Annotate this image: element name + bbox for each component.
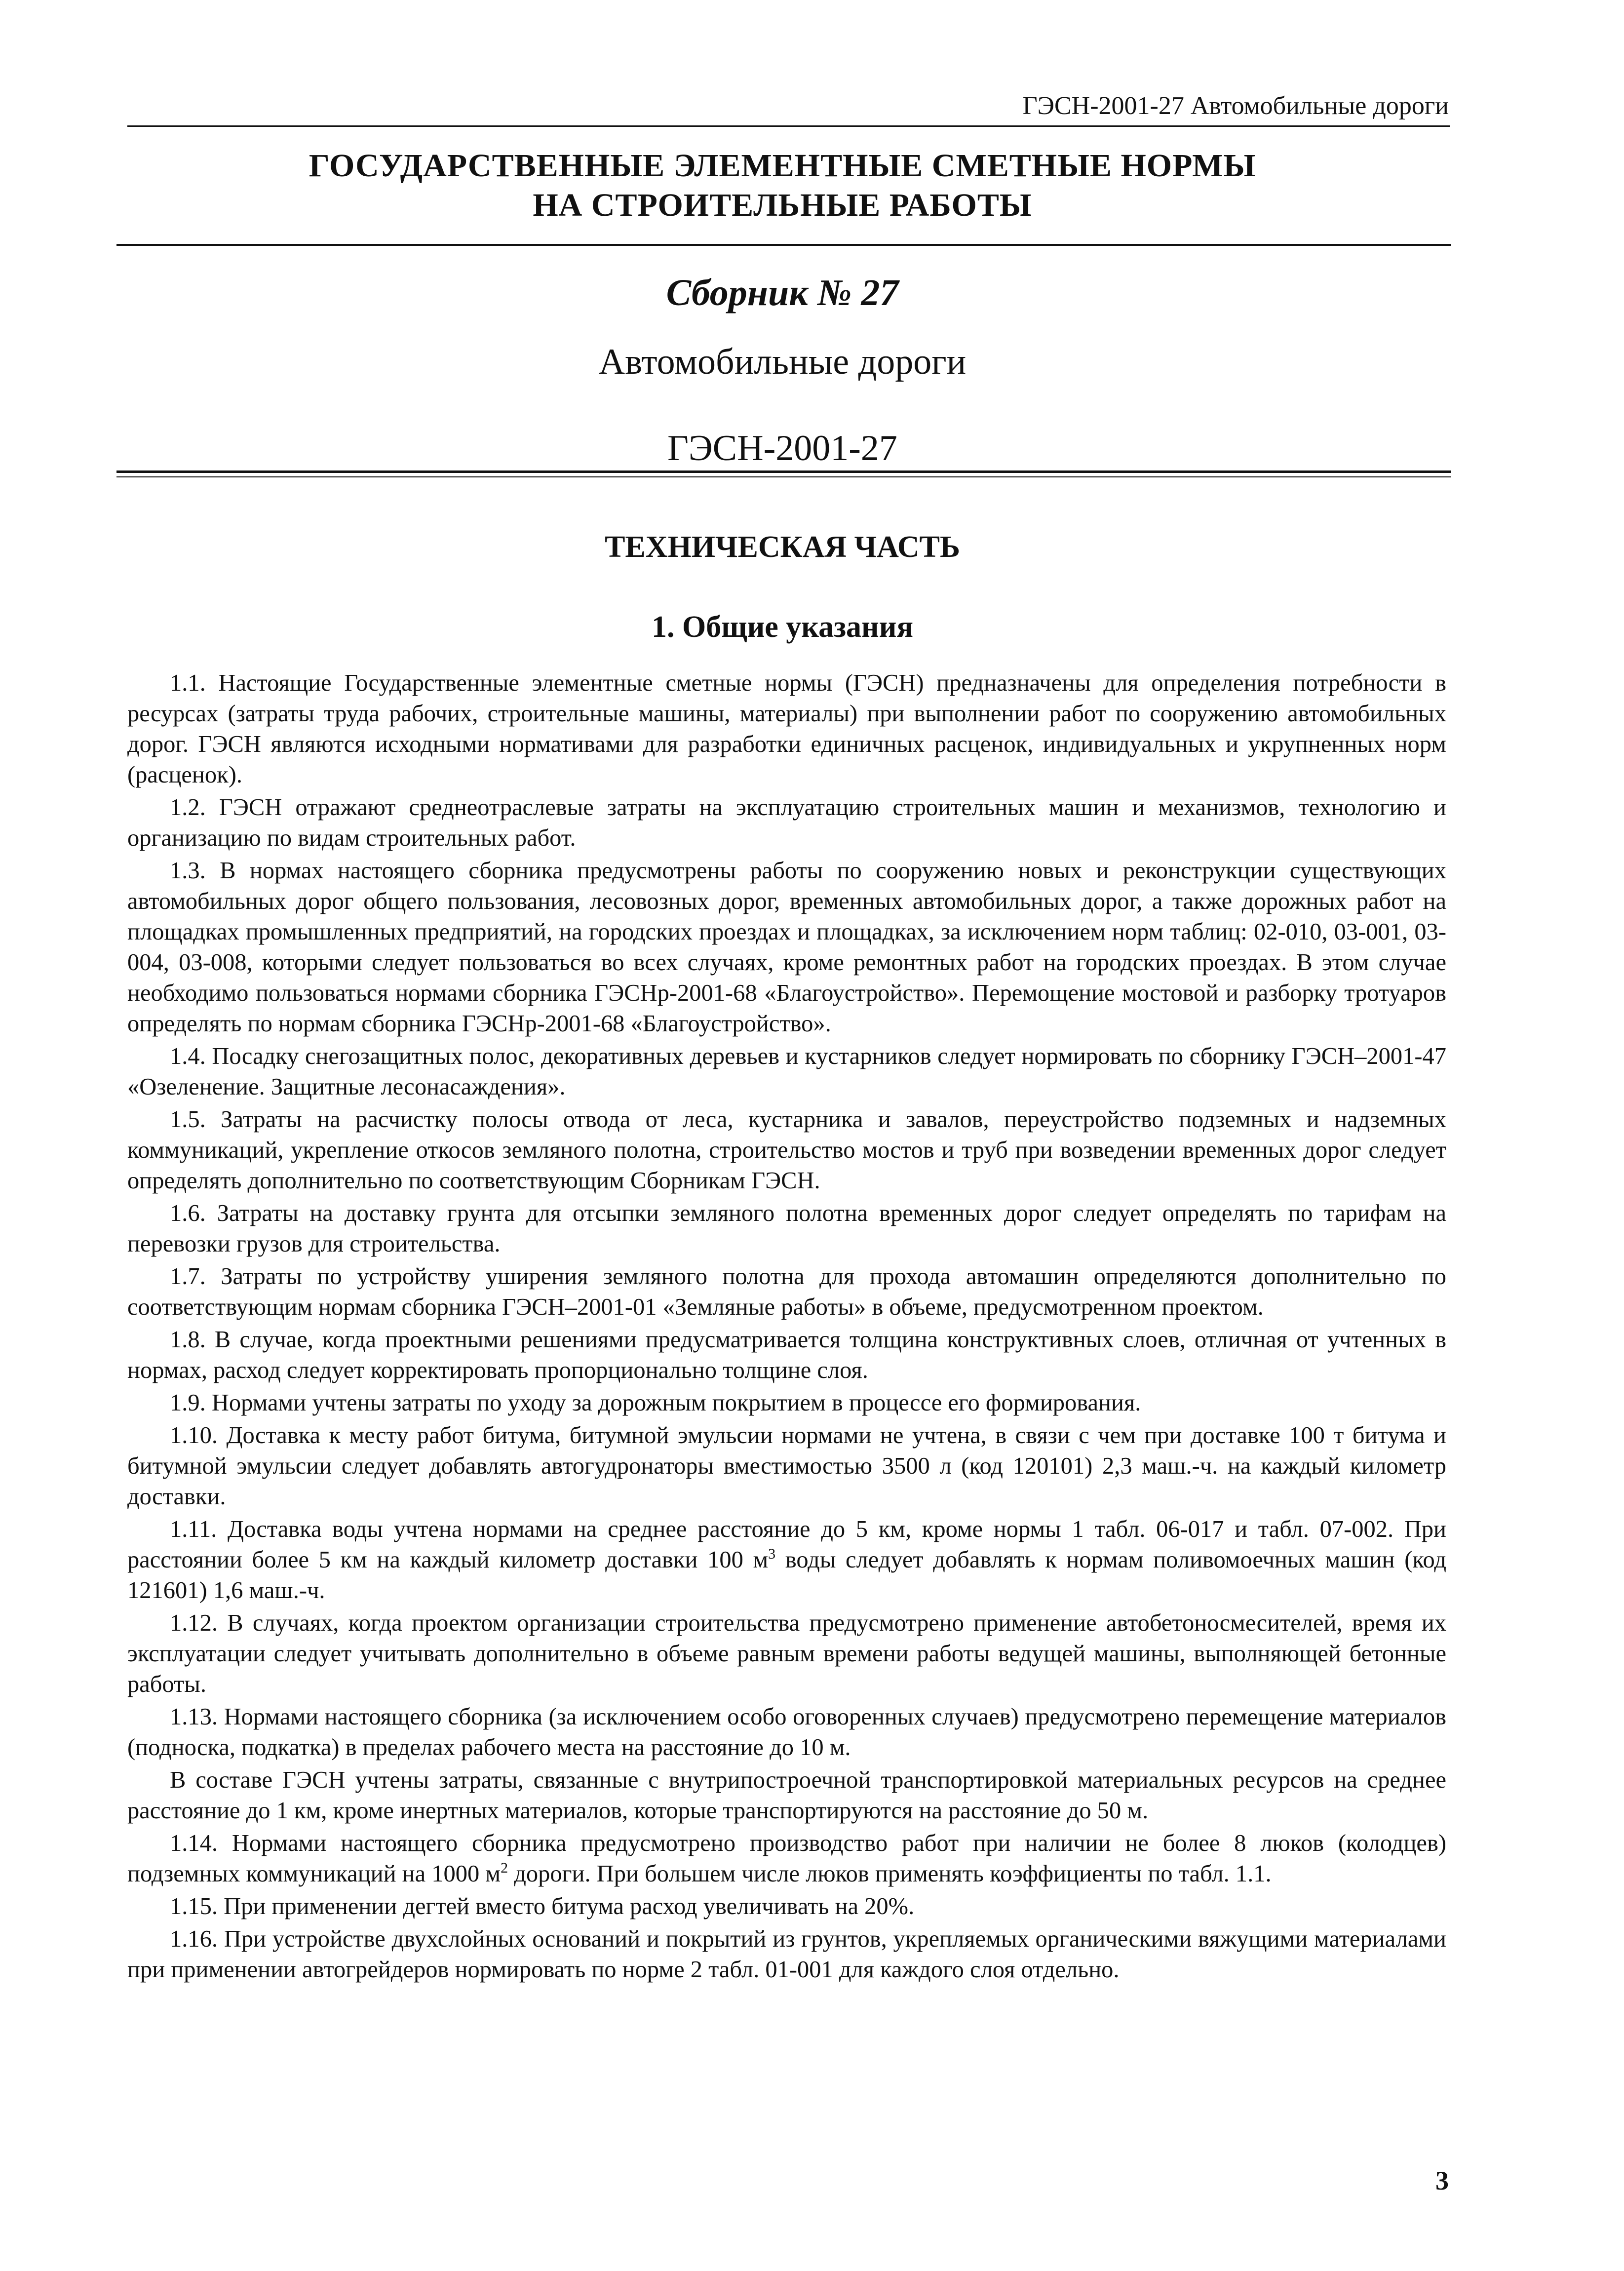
paragraph-1-7: 1.7. Затраты по устройству уширения земляного полотна для прохода автомашин определяются дополнительно по соответствующим нормам сборника ГЭСН–2001-01 «Земляные работы» в объеме, предусмотренном проектом. (127, 1263, 1446, 1320)
collection-label: Сборник № 27 (666, 272, 899, 313)
paragraph-1-4: 1.4. Посадку снегозащитных полос, декоративных деревьев и кустарников следует нормировать по сборнику ГЭСН–2001-47 «Озеленение. Защитные лесонасаждения». (127, 1043, 1446, 1100)
paragraph-1-16: 1.16. При устройстве двухслойных оснований и покрытий из грунтов, укрепляемых органическими вяжущими материалами при применении автогрейдеров нормировать по норме 2 табл. 01-001 для каждого слоя отдельно. (127, 1926, 1446, 1983)
paragraph-1-2: 1.2. ГЭСН отражают среднеотраслевые затраты на эксплуатацию строительных машин и механизмов, технологию и организацию по видам строительных работ. (127, 794, 1446, 851)
header-rule (127, 125, 1450, 127)
paragraph-1-5: 1.5. Затраты на расчистку полосы отвода от леса, кустарника и завалов, переустройство подземных и надземных коммуникаций, укрепление откосов земляного полотна, строительство мостов и труб при возведении временных дорог следует определять дополнительно по соответствующим Сборникам ГЭСН. (127, 1106, 1446, 1194)
cubic-superscript: 3 (768, 1546, 776, 1562)
paragraph-1-14 (127, 1828, 1446, 1889)
paragraph-1-11-part-a: 1.11. Доставка воды учтена нормами на среднее расстояние до 5 км, кроме нормы 1 табл. 06-017 и табл. 07-002. При расстоянии более 5 км на каждый километр доставки 100 м (127, 1516, 1446, 1573)
paragraph-1-1: 1.1. Настоящие Государственные элементные сметные нормы (ГЭСН) предназначены для определения потребности в ресурсах (затраты труда рабочих, строительные машины, материалы) при выполнении работ по сооружению автомобильных дорог. ГЭСН являются исходными нормативами для разработки единичных расценок, индивидуальных и укрупненных норм (расценок). (127, 670, 1446, 788)
section-heading: 1. Общие указания (652, 610, 913, 644)
paragraph-1-12: 1.12. В случаях, когда проектом организации строительства предусмотрено применение автобетоносмесителей, время их эксплуатации следует учитывать дополнительно в объеме равным времени работы ведущей машины, выполняющей бетонные работы. (127, 1610, 1446, 1697)
collection-name: Автомобильные дороги (598, 342, 967, 382)
paragraph-1-3: 1.3. В нормах настоящего сборника предусмотрены работы по сооружению новых и реконструкции существующих автомобильных дорог общего пользования, лесовозных дорог, временных автомобильных дорог, а также дорожных работ на площадках промышленных предприятий, на городских проездах и площадках, за исключением норм таблиц: 02-010, 03-001, 03-004, 03-008, которыми следует пользоваться во всех случаях, кроме ремонтных работ на городских проездах. В этом случае необходимо пользоваться нормами сборника ГЭСНр-2001-68 «Благоустройство». Перемощение мостовой и разборку тротуаров определять по нормам сборника ГЭСНр-2001-68 «Благоустройство». (127, 858, 1446, 1037)
paragraph-1-8: 1.8. В случае, когда проектными решениями предусматривается толщина конструктивных слоев, отличная от учтенных в нормах, расход следует корректировать пропорционально толщине слоя. (127, 1327, 1446, 1383)
paragraph-1-9: 1.9. Нормами учтены затраты по уходу за дорожным покрытием в процессе его формирования. (170, 1390, 1141, 1416)
code-rule-bottom (116, 476, 1451, 477)
paragraph-1-11-part-b: воды следует добавлять к нормам поливомоечных машин (код 121601) 1,6 маш.-ч. (127, 1547, 1446, 1604)
running-header: ГЭСН-2001-27 Автомобильные дороги (1022, 92, 1449, 120)
paragraph-1-13-continued: В составе ГЭСН учтены затраты, связанные с внутрипостроечной транспортировкой материальных ресурсов на среднее расстояние до 1 км, кроме инертных материалов, которые транспортируются на расстояние до 50 м. (127, 1767, 1446, 1824)
paragraph-1-10: 1.10. Доставка к месту работ битума, битумной эмульсии нормами не учтена, в связи с чем при доставке 100 т битума и битумной эмульсии следует добавлять автогудронаторы вместимостью 3500 л (код 120101) 2,3 маш.-ч. на каждый километр доставки. (127, 1422, 1446, 1510)
paragraph-1-6: 1.6. Затраты на доставку грунта для отсыпки земляного полотна временных дорог следует определять по тарифам на перевозки грузов для строительства. (127, 1200, 1446, 1257)
paragraph-1-14-part-b: дороги. При большем числе люков применять коэффициенты по табл. 1.1. (508, 1861, 1272, 1887)
paragraph-1-15: 1.15. При применении дегтей вместо битума расход увеличивать на 20%. (170, 1893, 915, 1919)
paragraph-1-13: 1.13. Нормами настоящего сборника (за исключением особо оговоренных случаев) предусмотрено перемещение материалов (подноска, подкатка) в пределах рабочего места на расстояние до 10 м. (127, 1704, 1446, 1761)
paragraph-1-14-part-a: 1.14. Нормами настоящего сборника предусмотрено производство работ при наличии не более 8 люков (колодцев) подземных коммуникаций на 1000 м (127, 1830, 1446, 1887)
square-superscript: 2 (501, 1860, 508, 1876)
title-line-1: ГОСУДАРСТВЕННЫЕ ЭЛЕМЕНТНЫЕ СМЕТНЫЕ НОРМЫ (309, 148, 1256, 184)
title-rule (116, 244, 1451, 246)
page-number: 3 (1435, 2166, 1449, 2195)
document-title (116, 146, 1449, 225)
code-rule-top (116, 470, 1451, 473)
body-text (127, 668, 1446, 1987)
title-line-2: НА СТРОИТЕЛЬНЫЕ РАБОТЫ (533, 187, 1032, 223)
collection-code: ГЭСН-2001-27 (667, 428, 897, 469)
technical-part-heading: ТЕХНИЧЕСКАЯ ЧАСТЬ (605, 530, 960, 564)
paragraph-1-11 (127, 1514, 1446, 1606)
